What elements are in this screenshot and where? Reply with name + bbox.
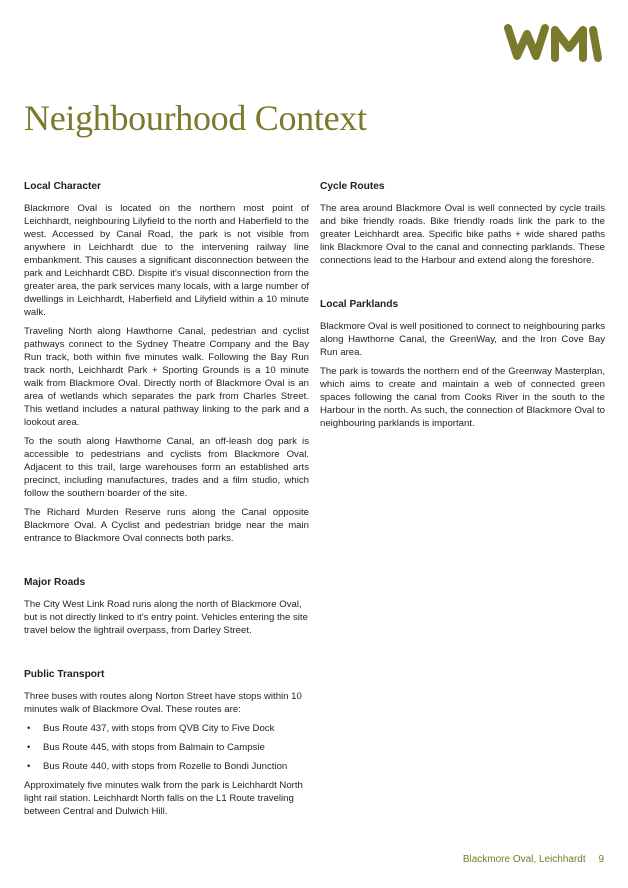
- paragraph: To the south along Hawthorne Canal, an off-leash dog park is accessible to pedestrians and cyclists from Blackmore Oval. Adjacent to this trail, large warehouses form an established arts precinct, including manufactures, trades and a film studio, which follow the southern boarder of the site.: [24, 436, 309, 499]
- section-heading: Cycle Routes: [320, 181, 385, 192]
- page-number: 9: [598, 854, 604, 865]
- public-transport-section: [24, 668, 309, 818]
- major-roads-section: [24, 576, 309, 637]
- list-item: • Bus Route 437, with stops from QVB City to Five Dock: [24, 722, 309, 735]
- right-column: [320, 180, 605, 436]
- footer-location: Blackmore Oval, Leichhardt: [462, 854, 586, 865]
- left-column: [24, 180, 309, 824]
- paragraph: The Richard Murden Reserve runs along the Canal opposite Blackmore Oval. A Cyclist and pedestrian bridge near the main entrance to Blackmore Oval connects both parks.: [24, 507, 309, 544]
- local-parklands-section: [320, 298, 605, 430]
- bus-route-list: [24, 722, 309, 773]
- paragraph: The park is towards the northern end of the Greenway Masterplan, which aims to create and maintain a web of connected green spaces following the canal from Cooks River in the south to the Harbour in the north. As such, the connection of Blackmore Oval to neighbouring parklands is important.: [320, 366, 605, 429]
- paragraph: Blackmore Oval is located on the northern most point of Leichhardt, neighbouring Lilyfield to the north and Haberfield to the west. Accessed by Canal Road, the park is not visible from anywhere in Leichhardt due to the intervening railway line embankment. This causes a significant disconnection between the park and Leichhardt CBD. Dispite it's visual disconnection from the greater area, the park services many locals, with a large number of dwellings in Leichhardt, Haberfield and Lilyfield within a 10 minute walk.: [24, 203, 309, 318]
- local-character-section: [24, 180, 309, 545]
- paragraph: Blackmore Oval is well positioned to connect to neighbouring parks along Hawthorne Canal, the GreenWay, and the Iron Cove Bay Run area.: [320, 321, 605, 358]
- paragraph: Approximately five minutes walk from the park is Leichhardt North light rail station. Leichhardt North falls on the L1 Route traveling between Central and Dulwich Hill.: [24, 780, 303, 817]
- footer: [463, 853, 604, 866]
- section-heading: Public Transport: [24, 669, 105, 680]
- paragraph: Traveling North along Hawthorne Canal, pedestrian and cyclist pathways connect to the Sydney Theatre Company and the Bay Run track, both within five minutes walk. Following the Bay Run track north, Leichhardt Park + Sporting Grounds is a 10 minute walk from Blackmore Oval. Directly north of Blackmore Oval is an area of wetlands which separates the park from Charles Street. This wetland includes a natural pathway linking to the park and a lookout area.: [24, 326, 309, 428]
- list-item: • Bus Route 440, with stops from Rozelle to Bondi Junction: [24, 760, 309, 773]
- section-heading: Local Parklands: [320, 299, 399, 310]
- section-heading: Local Character: [24, 181, 102, 192]
- paragraph: Three buses with routes along Norton Street have stops within 10 minutes walk of Blackmore Oval. These routes are:: [24, 691, 302, 715]
- wm-logo: [500, 22, 606, 64]
- list-item: • Bus Route 445, with stops from Balmain to Campsie: [24, 741, 309, 754]
- section-heading: Major Roads: [24, 577, 86, 588]
- cycle-routes-section: [320, 180, 605, 267]
- paragraph: The City West Link Road runs along the north of Blackmore Oval, but is not directly linked to it's entry point. Vehicles entering the site travel below the lightrail overpass, from Darley Street.: [24, 599, 308, 636]
- paragraph: The area around Blackmore Oval is well connected by cycle trails and bike friendly roads. Bike friendly roads link the park to the greater Leichhardt area. Specific bike paths + wide shared paths link Blackmore Oval to the canal and connecting parklands. These connections lead to the Harbour and extend along the foreshore.: [320, 203, 605, 266]
- page-title: Neighbourhood Context: [24, 98, 367, 138]
